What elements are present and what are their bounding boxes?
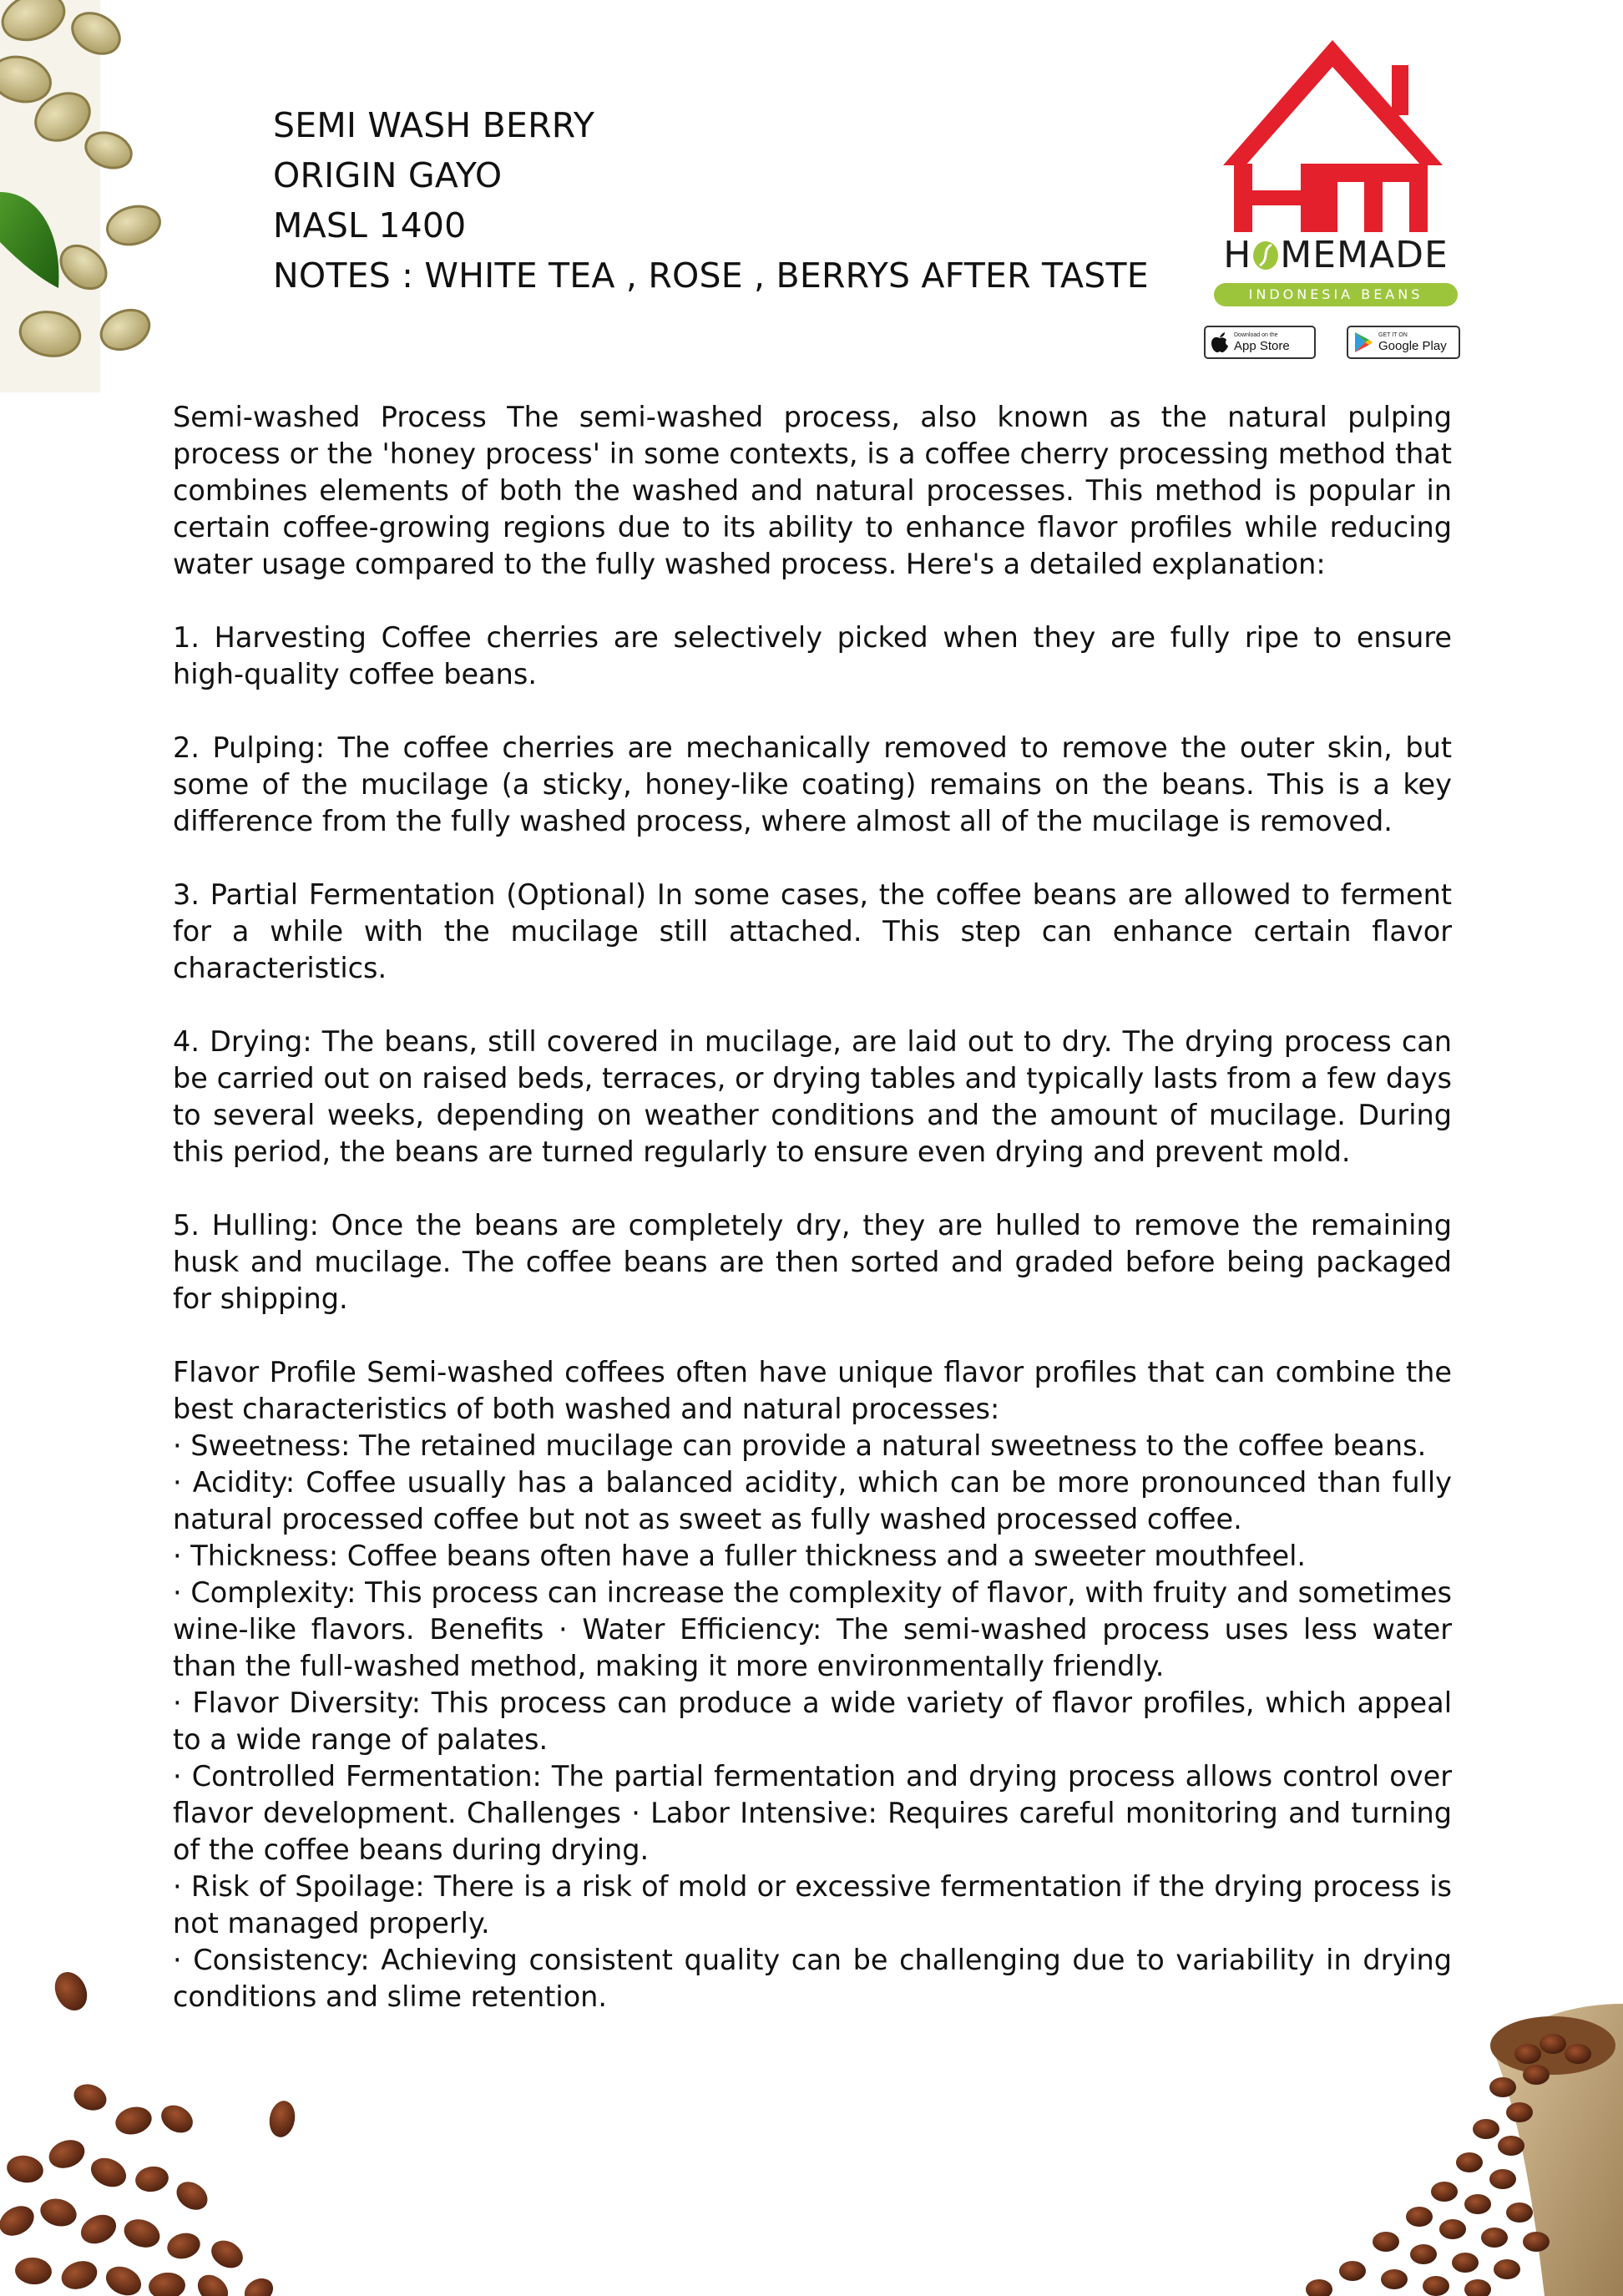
coffee-sack-decoration [1252,1987,1623,2296]
flavor-complexity: · Complexity: This process can increase the complexity of flavor, with fruity and sometimes wine-like flavors. Benefits · Water Efficiency: The semi-washed process uses less water than the full-washed method, making it more environmentally friendly. [173,1576,1452,1682]
house-hm-icon [1202,40,1469,236]
green-beans-decoration [0,0,200,392]
app-store-label: App Store [1234,339,1290,353]
coffee-bean-icon [1251,240,1280,271]
roasted-beans-left-decoration [0,1954,317,2296]
brand-name: H MEMADE [1223,234,1449,276]
brand-tagline: INDONESIA BEANS [1214,283,1458,306]
step-harvesting: 1. Harvesting Coffee cherries are selectively picked when they are fully ripe to ensure high-quality coffee beans. [173,621,1452,690]
step-pulping: 2. Pulping: The coffee cherries are mechanically removed to remove the outer skin, but some of the mucilage (a sticky, honey-like coating) remains on the beans. This is a key difference from the fully washed process, where almost all of the mucilage is removed. [173,731,1452,837]
app-store-button[interactable] [1204,326,1316,359]
product-name: SEMI WASH BERRY [273,105,595,145]
intro-paragraph: Semi-washed Process The semi-washed process, also known as the natural pulping process or the 'honey process' in some contexts, is a coffee cherry processing method that combines elements of both the washed and natural processes. This method is popular in certain coffee-growing regions due to its ability to enhance flavor profiles while reducing water usage compared to the fully washed process. Here's a detailed explanation: [173,401,1452,580]
google-play-label: Google Play [1378,339,1447,353]
step-fermentation: 3. Partial Fermentation (Optional) In some cases, the coffee beans are allowed to ferment for a while with the mucilage still attached. This step can enhance certain flavor characteristics. [173,878,1452,984]
altitude-line: MASL 1400 [273,205,467,245]
flavor-profile-intro: Flavor Profile Semi-washed coffees often have unique flavor profiles that can combine the best characteristics of both washed and natural processes: [173,1356,1452,1425]
origin-line: ORIGIN GAYO [273,155,503,195]
apple-icon [1211,331,1229,353]
consistency: · Consistency: Achieving consistent quality can be challenging due to variability in drying conditions and slime retention. [173,1944,1452,2013]
article-body [173,399,1452,2015]
risk-of-spoilage: · Risk of Spoilage: There is a risk of mold or excessive fermentation if the drying process is not managed properly. [173,1870,1452,1939]
tasting-notes-line: NOTES : WHITE TEA , ROSE , BERRYS AFTER TASTE [273,255,1149,296]
homemade-logo [1202,40,1469,320]
header-block [273,100,1149,301]
step-drying: 4. Drying: The beans, still covered in mucilage, are laid out to dry. The drying process can be carried out on raised beds, terraces, or drying tables and typically lasts from a few days to several weeks, depending on weather conditions and the amount of mucilage. During this period, the beans are turned regularly to ensure even drying and prevent mold. [173,1025,1452,1168]
controlled-fermentation: · Controlled Fermentation: The partial fermentation and drying process allows control over flavor development. Challenges · Labor Intensive: Requires careful monitoring and turning of the coffee beans during drying. [173,1760,1452,1866]
flavor-thickness: · Thickness: Coffee beans often have a fuller thickness and a sweeter mouthfeel. [173,1540,1307,1572]
google-play-small-text: GET IT ON [1378,332,1408,338]
flavor-sweetness: · Sweetness: The retained mucilage can provide a natural sweetness to the coffee beans. [173,1429,1427,1462]
flavor-acidity: · Acidity: Coffee usually has a balanced acidity, which can be more pronounced than fully natural processed coffee but not as sweet as fully washed processed coffee. [173,1466,1452,1535]
google-play-icon [1353,331,1373,353]
flavor-diversity: · Flavor Diversity: This process can produce a wide variety of flavor profiles, which appeal to a wide range of palates. [173,1687,1452,1756]
app-store-small-text: Download on the [1234,332,1278,338]
step-hulling: 5. Hulling: Once the beans are completely dry, they are hulled to remove the remaining husk and mucilage. The coffee beans are then sorted and graded before being packaged for shipping. [173,1209,1452,1315]
google-play-button[interactable] [1347,326,1460,359]
